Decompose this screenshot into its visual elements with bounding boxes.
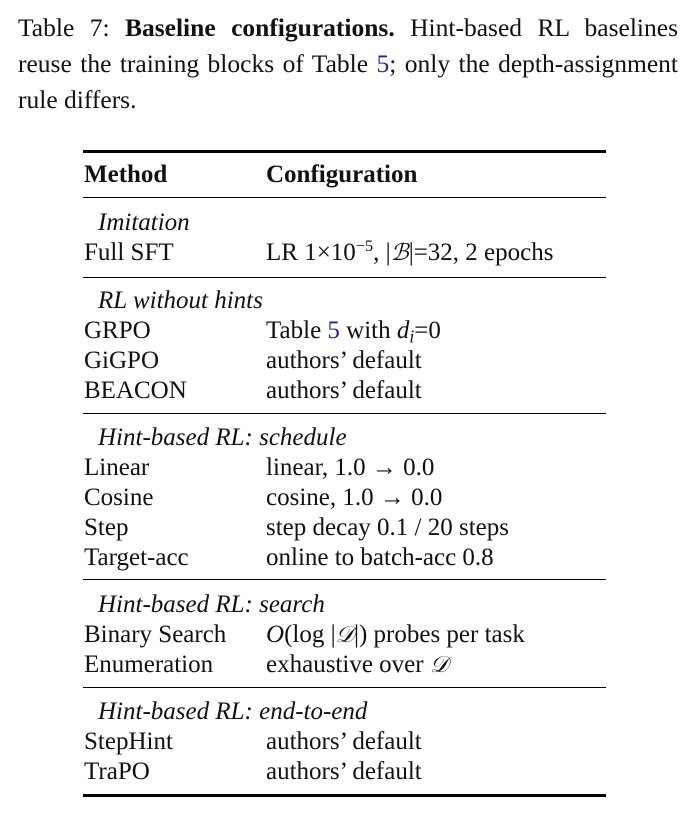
row-config: linear, 1.0 → 0.0: [266, 454, 435, 481]
section-rule: [83, 413, 606, 414]
row-config: authors’ default: [266, 758, 422, 785]
column-header-method: Method: [84, 161, 168, 188]
row-method: Binary Search: [84, 621, 227, 648]
table-ref-link[interactable]: 5: [327, 317, 340, 344]
column-header-configuration: Configuration: [266, 161, 418, 188]
caption-table-ref-link[interactable]: 5: [376, 49, 390, 78]
row-config: cosine, 1.0 → 0.0: [266, 484, 443, 511]
row-config: authors’ default: [266, 347, 422, 374]
section-title: Hint-based RL: search: [98, 591, 325, 618]
row-method: Cosine: [84, 484, 154, 511]
header-rule: [83, 197, 606, 198]
row-config: authors’ default: [266, 728, 422, 755]
section-title: RL without hints: [98, 287, 263, 314]
caption-title: Baseline configurations.: [124, 13, 395, 42]
table-top-rule: [83, 150, 606, 153]
row-method: Target-acc: [84, 544, 189, 571]
table-caption: [18, 10, 678, 118]
row-config: O(log |𝒟|) probes per task: [266, 621, 525, 648]
row-config: online to batch-acc 0.8: [266, 544, 494, 571]
config-text: Table: [266, 317, 322, 344]
row-config: Table 5 with $d_i=0$: [266, 317, 441, 347]
row-method: TraPO: [84, 758, 150, 785]
section-title: Hint-based RL: schedule: [98, 424, 347, 451]
caption-text-before-ref: Hint-based RL baselines reuse the training blocks of Table: [18, 13, 678, 78]
row-config: authors’ default: [266, 377, 422, 404]
row-method: Step: [84, 514, 129, 541]
config-text: with: [346, 317, 391, 344]
row-method: StepHint: [84, 728, 173, 755]
caption-label: Table 7:: [18, 13, 110, 42]
section-rule: [83, 579, 606, 580]
table-bottom-rule: [83, 794, 606, 797]
section-rule: [83, 687, 606, 688]
row-method: Enumeration: [84, 651, 214, 678]
row-config: step decay 0.1 / 20 steps: [266, 514, 510, 541]
row-method: GRPO: [84, 317, 151, 344]
row-config: LR $1\times 10^{-5}$, |ℬ|=32, 2 epochs: [266, 237, 554, 266]
row-method: GiGPO: [84, 347, 160, 374]
row-method: Linear: [84, 454, 150, 481]
caption-text-after-ref: ; only the depth-assignment rule differs.: [18, 49, 678, 114]
section-title: Hint-based RL: end-to-end: [98, 698, 368, 725]
row-method: BEACON: [84, 377, 187, 404]
section-title: Imitation: [98, 209, 190, 236]
section-rule: [83, 277, 606, 278]
row-config: exhaustive over 𝒟: [266, 651, 449, 678]
math-expression: $d_i$: [396, 317, 415, 347]
row-method: Full SFT: [84, 239, 174, 266]
